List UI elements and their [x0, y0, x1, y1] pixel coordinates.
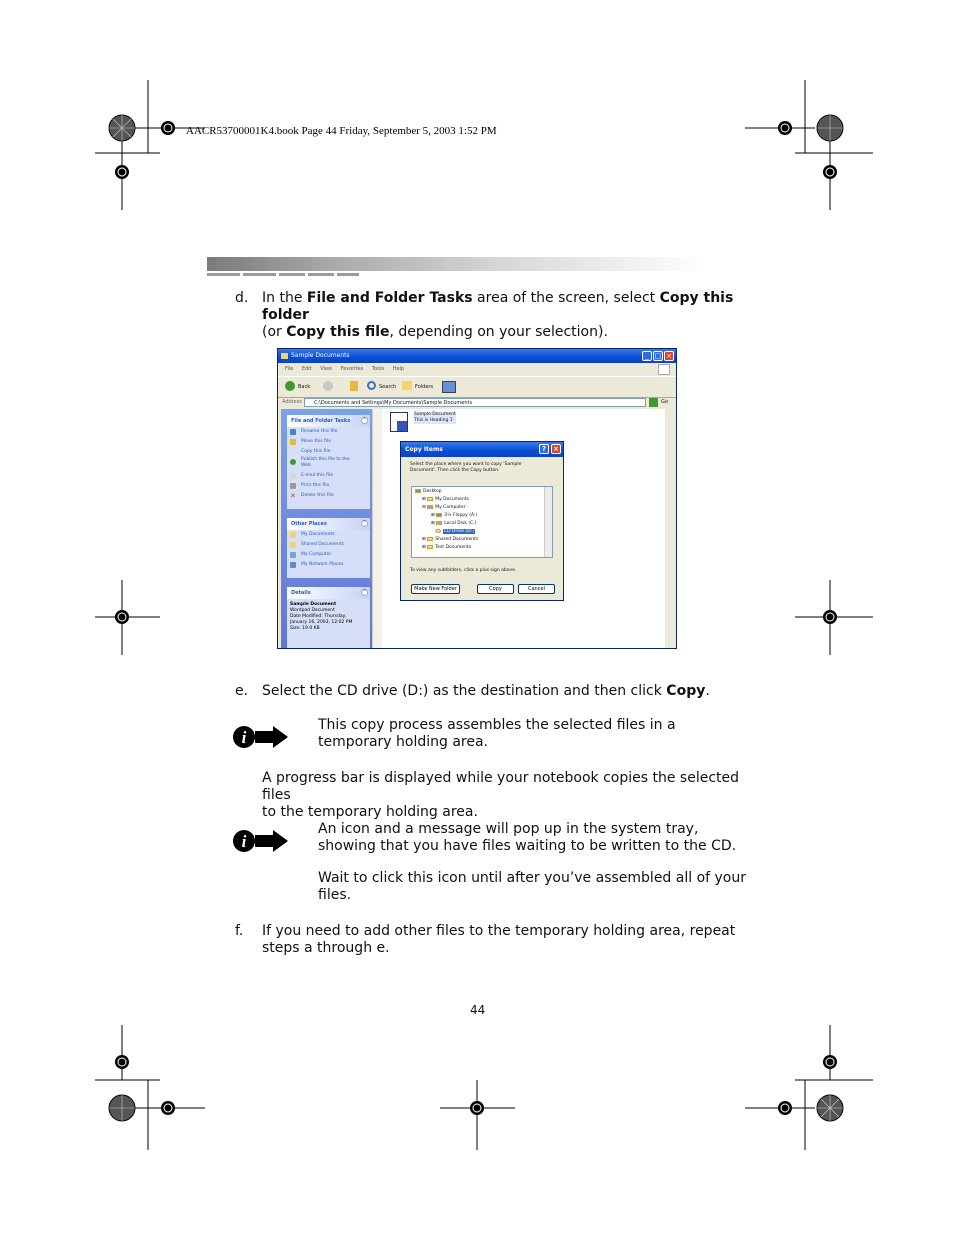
place-my-documents[interactable] [287, 530, 370, 540]
panel-title: File and Folder Tasks [291, 418, 351, 424]
expand-plus-icon[interactable]: ⊞ [422, 537, 428, 542]
menu-tools[interactable]: Tools [371, 366, 385, 372]
file-folder-tasks-panel [287, 415, 370, 509]
folder-icon [427, 497, 433, 501]
details-body [287, 599, 370, 632]
window-titlebar [278, 349, 676, 363]
help-button[interactable]: ? [539, 444, 549, 454]
folders-icon[interactable] [402, 381, 412, 390]
book-header-line: AACR53700001K4.book Page 44 Friday, September 5, 2003 1:52 PM [186, 125, 497, 137]
menu-file[interactable]: File [285, 366, 294, 372]
folder-tree [411, 486, 553, 558]
bar-segment [308, 273, 334, 276]
progress-note-line-1: A progress bar is displayed while your notebook copies the selected files [262, 770, 740, 803]
go-button[interactable]: Go [661, 399, 668, 405]
place-label: My Computer [301, 552, 332, 557]
folder-icon [281, 353, 288, 359]
dialog-title: Copy Items [405, 446, 443, 453]
search-button[interactable]: Search [379, 384, 397, 390]
bar-segment [279, 273, 305, 276]
task-label: Move this file [301, 439, 331, 444]
tree-node-shared-documents[interactable] [422, 536, 478, 543]
task-label: Copy this file [301, 449, 331, 454]
other-places-header[interactable] [287, 518, 370, 530]
windows-logo-icon [658, 364, 670, 375]
email-icon [290, 473, 296, 479]
delete-x-icon: ✕ [290, 492, 296, 500]
file-name: Sample Document [414, 412, 456, 417]
step-d-marker: d. [235, 290, 249, 306]
step-f-marker: f. [235, 923, 244, 939]
details-panel [287, 587, 370, 649]
tree-node-local-disk[interactable] [431, 520, 477, 527]
progress-note-line-2: to the temporary holding area. [262, 804, 478, 820]
info-arrow-icon [233, 723, 289, 751]
instruction-line-1: Select the place where you want to copy 'Sample [410, 462, 522, 467]
up-folder-icon[interactable] [350, 381, 358, 391]
tree-node-my-computer[interactable] [422, 504, 466, 511]
copy-this-folder-term: Copy this folder [262, 290, 734, 323]
collapse-icon[interactable]: ^ [362, 417, 367, 423]
wait-note-line-2: files. [318, 887, 352, 903]
task-rename[interactable] [287, 427, 370, 437]
task-move[interactable] [287, 437, 370, 447]
folder-icon [427, 545, 433, 549]
globe-icon [290, 459, 296, 465]
detail-size: Size: 19.0 KB [290, 626, 320, 631]
panel-title: Other Places [291, 521, 327, 527]
note-1-line-2: temporary holding area. [318, 734, 489, 750]
task-label: Publish this file to the [301, 457, 350, 462]
task-print[interactable] [287, 481, 370, 491]
dialog-titlebar [401, 442, 563, 457]
go-arrow-icon[interactable] [649, 398, 658, 407]
step-f-line-2: steps a through e. [262, 940, 390, 956]
back-button[interactable]: Back [298, 384, 311, 390]
progress-note [262, 770, 762, 821]
page-number: 44 [470, 1003, 486, 1017]
step-e-marker: e. [235, 683, 249, 699]
minimize-button[interactable]: _ [642, 351, 652, 361]
svg-text:i: i [241, 832, 247, 851]
search-icon[interactable] [367, 381, 376, 390]
menu-favorites[interactable]: Favorites [340, 366, 364, 372]
note-2-line-1: An icon and a message will pop up in the system tray, [318, 821, 699, 837]
task-pane [281, 409, 372, 649]
address-bar [278, 397, 676, 409]
note-1-line-1: This copy process assembles the selected files in a [318, 717, 676, 733]
bar-segment [337, 273, 359, 276]
step-d-text-2: area of the screen, select [472, 290, 660, 306]
step-e-text-2: . [705, 683, 710, 699]
tree-label: 3½ Floppy (A:) [444, 513, 478, 518]
task-label-cont: Web [301, 463, 311, 468]
wordpad-document-icon[interactable] [390, 412, 408, 432]
bar-segment [243, 273, 276, 276]
other-places-panel [287, 518, 370, 578]
close-button[interactable]: × [664, 351, 674, 361]
place-shared-documents[interactable] [287, 540, 370, 550]
menu-bar [278, 364, 676, 374]
computer-icon [427, 505, 433, 509]
file-folder-tasks-header[interactable] [287, 415, 370, 427]
task-copy[interactable] [287, 447, 370, 457]
back-arrow-icon[interactable] [285, 381, 295, 391]
task-label: E-mail this file [301, 473, 334, 478]
copy-icon [290, 449, 296, 455]
step-d-text-4: , depending on your selection). [389, 324, 608, 340]
folders-button[interactable]: Folders [415, 384, 434, 390]
rename-icon [290, 429, 296, 435]
copy-term: Copy [666, 683, 706, 699]
copy-this-file-term: Copy this file [286, 324, 390, 340]
detail-type: Wordpad Document [290, 608, 335, 613]
folder-icon [290, 542, 296, 548]
step-d-text-3: (or [262, 324, 287, 340]
note-1 [318, 717, 738, 751]
task-delete[interactable] [287, 491, 370, 501]
bar-segment [207, 273, 240, 276]
tree-node-floppy[interactable] [431, 512, 477, 519]
cancel-button[interactable]: Cancel [518, 584, 555, 594]
task-pane-scrollbar[interactable] [372, 409, 382, 649]
instruction-line-2: Document'. Then click the Copy button. [410, 468, 500, 473]
wait-note-line-1: Wait to click this icon until after you’ve assembled all of your [318, 870, 746, 886]
expand-plus-icon[interactable]: ⊞ [422, 545, 428, 550]
tree-node-test-documents[interactable] [422, 544, 471, 551]
info-arrow-icon [233, 827, 289, 855]
dialog-close-button[interactable]: × [551, 444, 561, 454]
floppy-icon [436, 513, 442, 517]
step-f-line-1: If you need to add other files to the temporary holding area, repeat [262, 923, 736, 939]
move-icon [290, 439, 296, 445]
step-e-text-1: Select the CD drive (D:) as the destination and then click [262, 683, 667, 699]
place-label: Shared Documents [301, 542, 344, 547]
tree-label: My Computer [435, 505, 466, 510]
note-2-line-2: showing that you have files waiting to be written to the CD. [318, 838, 737, 854]
disk-icon [436, 521, 442, 525]
dialog-hint: To view any subfolders, click a plus sign above. [410, 568, 517, 573]
expand-plus-icon[interactable]: ⊞ [431, 521, 437, 526]
address-label: Address [282, 399, 302, 405]
dialog-instruction [410, 462, 521, 474]
window-title: Sample Documents [291, 352, 350, 359]
collapse-minus-icon[interactable]: ⊟ [422, 505, 428, 510]
task-email[interactable] [287, 471, 370, 481]
desktop-icon [415, 489, 421, 493]
panel-title: Details [291, 590, 311, 596]
task-label: Delete this file [301, 493, 334, 498]
detail-modified-cont: January 16, 2003, 12:02 PM [290, 620, 353, 625]
maximize-button[interactable]: □ [654, 352, 662, 360]
file-folder-tasks-term: File and Folder Tasks [306, 290, 473, 306]
expand-plus-icon[interactable]: ⊞ [431, 513, 437, 518]
details-header[interactable] [287, 587, 370, 599]
menu-help[interactable]: Help [392, 366, 405, 372]
place-my-computer[interactable] [287, 550, 370, 560]
note-2 [318, 821, 748, 855]
computer-icon [290, 552, 296, 558]
step-d-text [262, 290, 762, 341]
place-label: My Documents [301, 532, 335, 537]
tree-label: Shared Documents [435, 537, 479, 542]
tree-scrollbar[interactable] [544, 487, 552, 557]
toolbar [278, 376, 676, 398]
task-label: Rename this file [301, 429, 338, 434]
make-new-folder-button[interactable]: Make New Folder [411, 584, 460, 594]
place-label: My Network Places [301, 562, 344, 567]
detail-modified: Date Modified: Thursday, [290, 614, 347, 619]
gradient-bar [207, 257, 707, 271]
tree-node-desktop[interactable] [415, 488, 442, 495]
collapse-icon[interactable]: ^ [362, 520, 367, 526]
document-badge-icon [397, 421, 407, 431]
tree-node-my-documents[interactable] [422, 496, 469, 503]
folder-icon [290, 532, 296, 538]
tree-label: Local Disk (C:) [444, 521, 477, 526]
file-subtitle: This is Heading 1 [414, 418, 453, 423]
menu-edit[interactable]: Edit [301, 366, 312, 372]
section-header-bar [207, 257, 707, 277]
task-label: Print this file [301, 483, 330, 488]
tree-label-selected: CD Drive (D:) [444, 529, 474, 534]
tree-label: Test Documents [435, 545, 472, 550]
svg-text:i: i [241, 728, 247, 747]
file-label[interactable] [414, 412, 456, 424]
forward-arrow-icon[interactable] [323, 381, 333, 391]
printer-icon [290, 483, 296, 489]
folder-icon [427, 537, 433, 541]
step-d-text-1: In the [262, 290, 307, 306]
task-publish[interactable] [287, 457, 370, 471]
copy-button[interactable]: Copy [477, 584, 514, 594]
step-f-text [262, 923, 762, 957]
menu-view[interactable]: View [320, 366, 333, 372]
place-network[interactable] [287, 560, 370, 570]
views-icon[interactable] [442, 381, 456, 393]
detail-name: Sample Document [290, 602, 337, 607]
tree-label: My Documents [435, 497, 469, 502]
expand-plus-icon[interactable]: ⊞ [422, 497, 428, 502]
collapse-icon[interactable]: ^ [362, 589, 367, 595]
copy-items-dialog [400, 441, 564, 601]
network-icon [290, 562, 296, 568]
wait-note [318, 870, 748, 904]
tree-node-cd-drive[interactable] [435, 528, 475, 535]
address-input[interactable]: C:\Documents and Settings\My Documents\Sample Documents [304, 398, 646, 407]
tree-label: Desktop [423, 489, 442, 494]
cd-icon [435, 529, 441, 533]
step-e-text [262, 683, 762, 700]
